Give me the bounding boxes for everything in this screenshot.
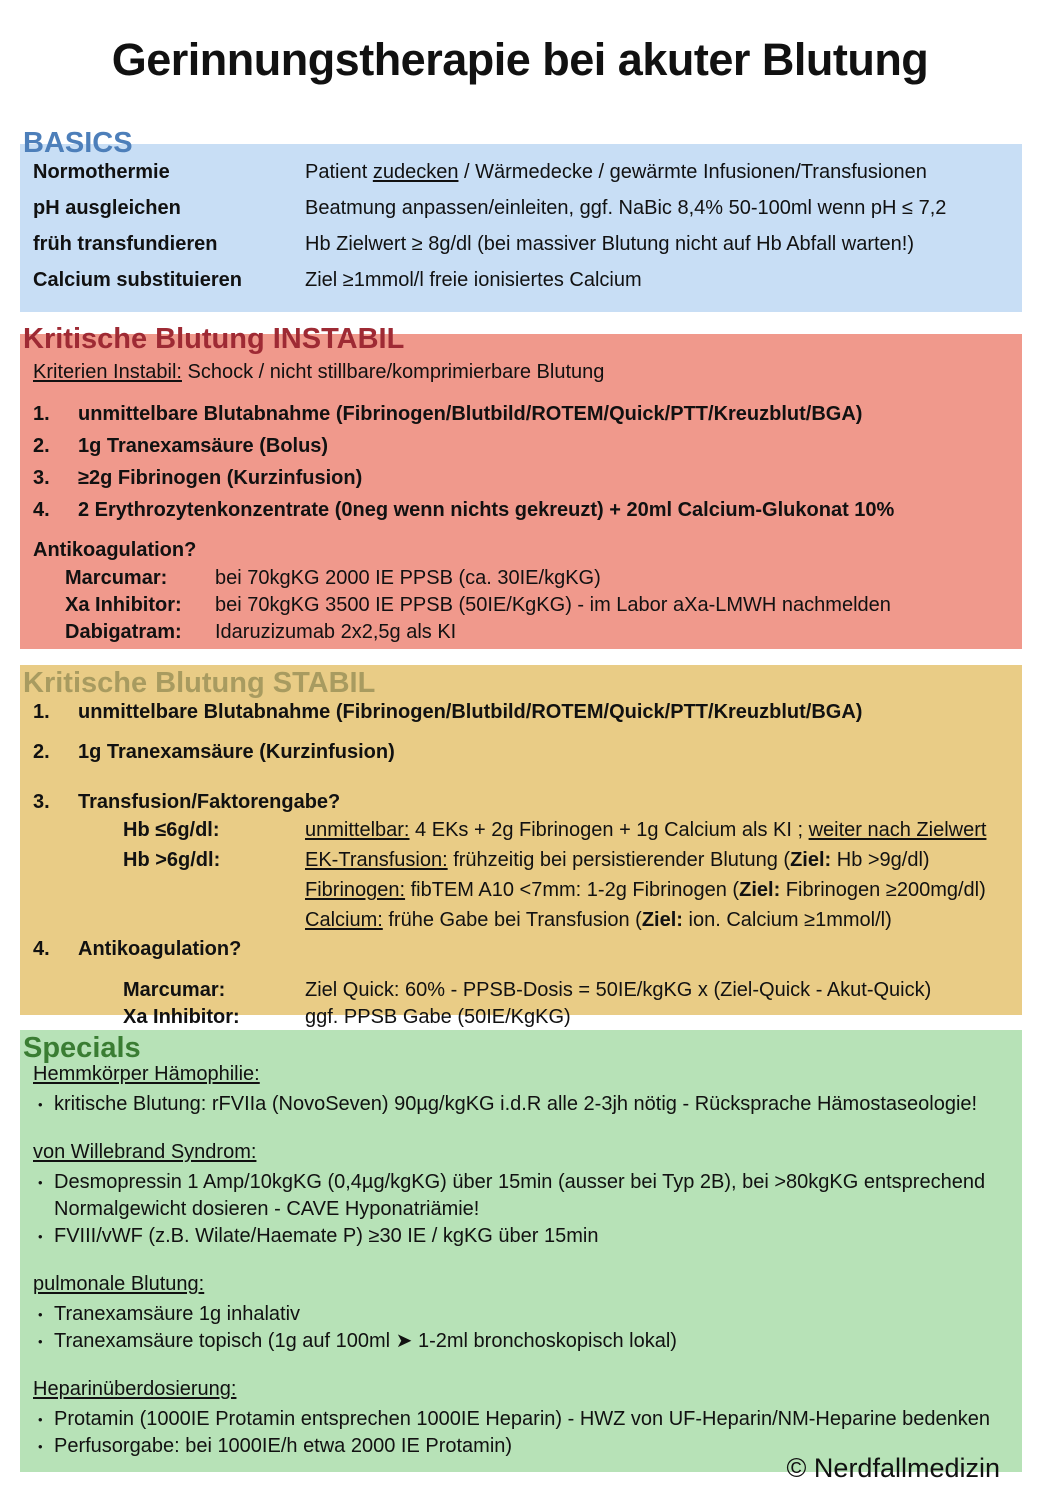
row-value xyxy=(215,619,1002,646)
row-label: Xa Inhibitor: xyxy=(65,594,182,616)
row-label: früh transfundieren xyxy=(33,233,218,255)
sub-rows xyxy=(33,977,1002,1031)
text-run: 4 EKs + 2g Fibrinogen + 1g Calcium als KI ; xyxy=(409,819,809,841)
bullet-item xyxy=(33,1328,1002,1355)
bullet-text xyxy=(54,1091,1002,1118)
sub-value xyxy=(305,977,1002,1004)
basics-rows xyxy=(33,160,1002,292)
item-number: 3. xyxy=(33,467,50,489)
text-run: Fibrinogen: xyxy=(305,879,406,901)
text-run: Beatmung anpassen/einleiten, ggf. NaBic 8,4% 50-100ml wenn pH ≤ 7,2 xyxy=(305,197,947,219)
page-title: Gerinnungstherapie bei akuter Blutung xyxy=(111,34,929,85)
sub-label: Marcumar: xyxy=(123,979,226,1001)
bullet-text xyxy=(54,1169,1002,1223)
text-run: fibTEM A10 <7mm: 1-2g Fibrinogen ( xyxy=(405,879,740,901)
value-line xyxy=(305,815,1002,845)
row-value xyxy=(305,232,1002,256)
numbered-item xyxy=(33,700,1002,724)
instabil-antiko-rows xyxy=(33,565,1002,646)
section-basics xyxy=(20,127,1022,312)
row-label: Marcumar: xyxy=(65,567,168,589)
stabil-items xyxy=(33,700,1002,1031)
item-number: 2. xyxy=(33,741,50,763)
text-run: unmittelbar: xyxy=(305,819,410,841)
numbered-item xyxy=(33,402,1002,426)
sub-row xyxy=(33,815,1002,845)
sub-value xyxy=(305,815,1002,845)
bullet-item xyxy=(33,1091,1002,1118)
numbered-item xyxy=(33,937,1002,961)
text-run: Hb Zielwert ≥ 8g/dl (bei massiver Blutung nicht auf Hb Abfall warten!) xyxy=(305,233,915,255)
antikoagulation-row xyxy=(33,619,1002,646)
basics-row xyxy=(33,196,1002,220)
item-text: 1g Tranexamsäure (Bolus) xyxy=(78,435,329,457)
value-line xyxy=(305,977,1002,1004)
sub-rows xyxy=(33,815,1002,935)
specials-groups xyxy=(33,1062,1002,1460)
text-run: frühzeitig bei persistierender Blutung ( xyxy=(447,849,791,871)
text-run: Ziel ≥1mmol/l freie ionisiertes Calcium xyxy=(305,269,642,291)
bullet-icon: • xyxy=(38,1334,43,1349)
item-text: unmittelbare Blutabnahme (Fibrinogen/Blutbild/ROTEM/Quick/PTT/Kreuzblut/BGA) xyxy=(78,403,863,425)
bullet-text xyxy=(54,1301,1002,1328)
bullet-item xyxy=(33,1223,1002,1250)
basics-header: BASICS xyxy=(23,127,133,159)
group-title: Heparinüberdosierung: xyxy=(33,1378,237,1400)
text-run: Hb >9g/dl) xyxy=(831,849,930,871)
numbered-item xyxy=(33,740,1002,764)
specials-box xyxy=(20,1030,1022,1483)
text-run: Ziel: xyxy=(641,909,683,931)
row-label: Calcium substituieren xyxy=(33,269,242,291)
numbered-item xyxy=(33,498,1002,522)
sub-row xyxy=(33,1004,1002,1031)
numbered-item xyxy=(33,466,1002,490)
specials-group xyxy=(33,1062,1002,1118)
value-line xyxy=(305,905,1002,935)
sub-label: Hb >6g/dl: xyxy=(123,849,221,871)
text-run: zudecken xyxy=(372,161,459,183)
value-line xyxy=(305,845,1002,875)
antikoagulation-row xyxy=(33,592,1002,619)
row-value xyxy=(305,160,1002,184)
group-title: von Willebrand Syndrom: xyxy=(33,1141,257,1163)
bullet-icon: • xyxy=(38,1229,43,1244)
text-run: ion. Calcium ≥1mmol/l) xyxy=(682,909,892,931)
section-specials xyxy=(20,1032,1022,1483)
bullet-text xyxy=(54,1328,1002,1355)
specials-header: Specials xyxy=(23,1032,141,1064)
item-text: unmittelbare Blutabnahme (Fibrinogen/Blutbild/ROTEM/Quick/PTT/Kreuzblut/BGA) xyxy=(78,701,863,723)
instabil-header: Kritische Blutung INSTABIL xyxy=(23,323,405,355)
text-run: kritische Blutung: rFVIIa (NovoSeven) 90µg/kgKG i.d.R alle 2-3jh nötig - Rücksprache Hämostaseologie! xyxy=(54,1093,978,1115)
text-run: Ziel Quick: 60% - PPSB-Dosis = 50IE/kgKG x (Ziel-Quick - Akut-Quick) xyxy=(305,979,932,1001)
bullet-item xyxy=(33,1301,1002,1328)
section-stabil xyxy=(20,667,1022,1028)
section-instabil xyxy=(20,323,1022,649)
item-number: 2. xyxy=(33,435,50,457)
text-run: Perfusorgabe: bei 1000IE/h etwa 2000 IE Protamin) xyxy=(54,1435,513,1457)
text-run: bei 70kgKG 3500 IE PPSB (50IE/KgKG) - im Labor aXa-LMWH nachmelden xyxy=(215,594,891,616)
value-line xyxy=(305,875,1002,905)
item-text: 2 Erythrozytenkonzentrate (0neg wenn nichts gekreuzt) + 20ml Calcium-Glukonat 10% xyxy=(78,499,895,521)
text-run: frühe Gabe bei Transfusion ( xyxy=(382,909,642,931)
specials-group xyxy=(33,1272,1002,1355)
numbered-item xyxy=(33,790,1002,814)
text-run: Calcium: xyxy=(305,909,383,931)
bullet-item xyxy=(33,1169,1002,1223)
bullet-icon: • xyxy=(38,1412,43,1427)
item-text: 1g Tranexamsäure (Kurzinfusion) xyxy=(78,741,395,763)
text-run: Tranexamsäure 1g inhalativ xyxy=(54,1303,301,1325)
row-value xyxy=(215,592,1002,619)
text-run: ggf. PPSB Gabe (50IE/KgKG) xyxy=(305,1006,571,1028)
sub-label: Hb ≤6g/dl: xyxy=(123,819,220,841)
bullet-item xyxy=(33,1406,1002,1433)
item-number: 1. xyxy=(33,701,50,723)
row-value xyxy=(215,565,1002,592)
sub-label: Xa Inhibitor: xyxy=(123,1006,240,1028)
text-run: / Wärmedecke / gewärmte Infusionen/Transfusionen xyxy=(458,161,927,183)
bullet-icon: • xyxy=(38,1097,43,1112)
row-label: Normothermie xyxy=(33,161,170,183)
text-run: Fibrinogen ≥200mg/dl) xyxy=(780,879,986,901)
bullet-icon: • xyxy=(38,1307,43,1322)
copyright-label: © Nerdfallmedizin xyxy=(786,1453,1000,1483)
text-run: Kriterien Instabil: xyxy=(33,361,182,383)
stabil-box xyxy=(20,665,1022,1028)
item-number: 4. xyxy=(33,938,50,960)
item-number: 4. xyxy=(33,499,50,521)
item-text: Antikoagulation? xyxy=(78,938,242,960)
text-run: Idaruzizumab 2x2,5g als KI xyxy=(215,621,457,643)
text-run: Protamin (1000IE Protamin entsprechen 1000IE Heparin) - HWZ von UF-Heparin/NM-Heparine bedenken xyxy=(54,1408,990,1430)
bullet-icon: • xyxy=(38,1439,43,1454)
sub-row xyxy=(33,977,1002,1004)
instabil-antiko-header: Antikoagulation? xyxy=(33,539,197,561)
text-run: Desmopressin 1 Amp/10kgKG (0,4µg/kgKG) über 15min (ausser bei Typ 2B), bei >80kgKG entsprechend Normalgewicht dosieren - CAVE Hyponatriämie! xyxy=(54,1171,986,1220)
item-text: ≥2g Fibrinogen (Kurzinfusion) xyxy=(78,467,363,489)
row-label: Dabigatram: xyxy=(65,621,182,643)
text-run: Ziel: xyxy=(739,879,781,901)
bullet-text xyxy=(54,1223,1002,1250)
group-title: pulmonale Blutung: xyxy=(33,1273,205,1295)
sub-row xyxy=(33,845,1002,935)
specials-group xyxy=(33,1140,1002,1250)
basics-row xyxy=(33,268,1002,292)
instabil-kriterien xyxy=(33,360,1002,384)
text-run: FVIII/vWF (z.B. Wilate/Haemate P) ≥30 IE / kgKG über 15min xyxy=(54,1225,599,1247)
item-number: 3. xyxy=(33,791,50,813)
instabil-box xyxy=(20,334,1022,649)
bullet-text xyxy=(54,1406,1002,1433)
sub-value xyxy=(305,1004,1002,1031)
group-title: Hemmkörper Hämophilie: xyxy=(33,1063,260,1085)
numbered-item xyxy=(33,434,1002,458)
instabil-items xyxy=(33,402,1002,522)
text-run: bei 70kgKG 2000 IE PPSB (ca. 30IE/kgKG) xyxy=(215,567,601,589)
infographic-sheet xyxy=(0,34,1040,1490)
row-value xyxy=(305,196,1002,220)
basics-row xyxy=(33,160,1002,184)
text-run: Patient xyxy=(305,161,373,183)
value-line xyxy=(305,1004,1002,1031)
item-text: Transfusion/Faktorengabe? xyxy=(78,791,341,813)
row-value xyxy=(305,268,1002,292)
row-label: pH ausgleichen xyxy=(33,197,181,219)
specials-group xyxy=(33,1377,1002,1460)
text-run: Schock / nicht stillbare/komprimierbare Blutung xyxy=(181,361,605,383)
text-run: Tranexamsäure topisch (1g auf 100ml ➤ 1-2ml bronchoskopisch lokal) xyxy=(54,1330,677,1352)
text-run: EK-Transfusion: xyxy=(305,849,448,871)
basics-row xyxy=(33,232,1002,256)
basics-box xyxy=(20,144,1022,312)
text-run: Ziel: xyxy=(790,849,832,871)
text-run: weiter nach Zielwert xyxy=(808,819,987,841)
item-number: 1. xyxy=(33,403,50,425)
bullet-icon: • xyxy=(38,1175,43,1190)
sub-value xyxy=(305,845,1002,935)
stabil-header: Kritische Blutung STABIL xyxy=(23,667,376,699)
antikoagulation-row xyxy=(33,565,1002,592)
